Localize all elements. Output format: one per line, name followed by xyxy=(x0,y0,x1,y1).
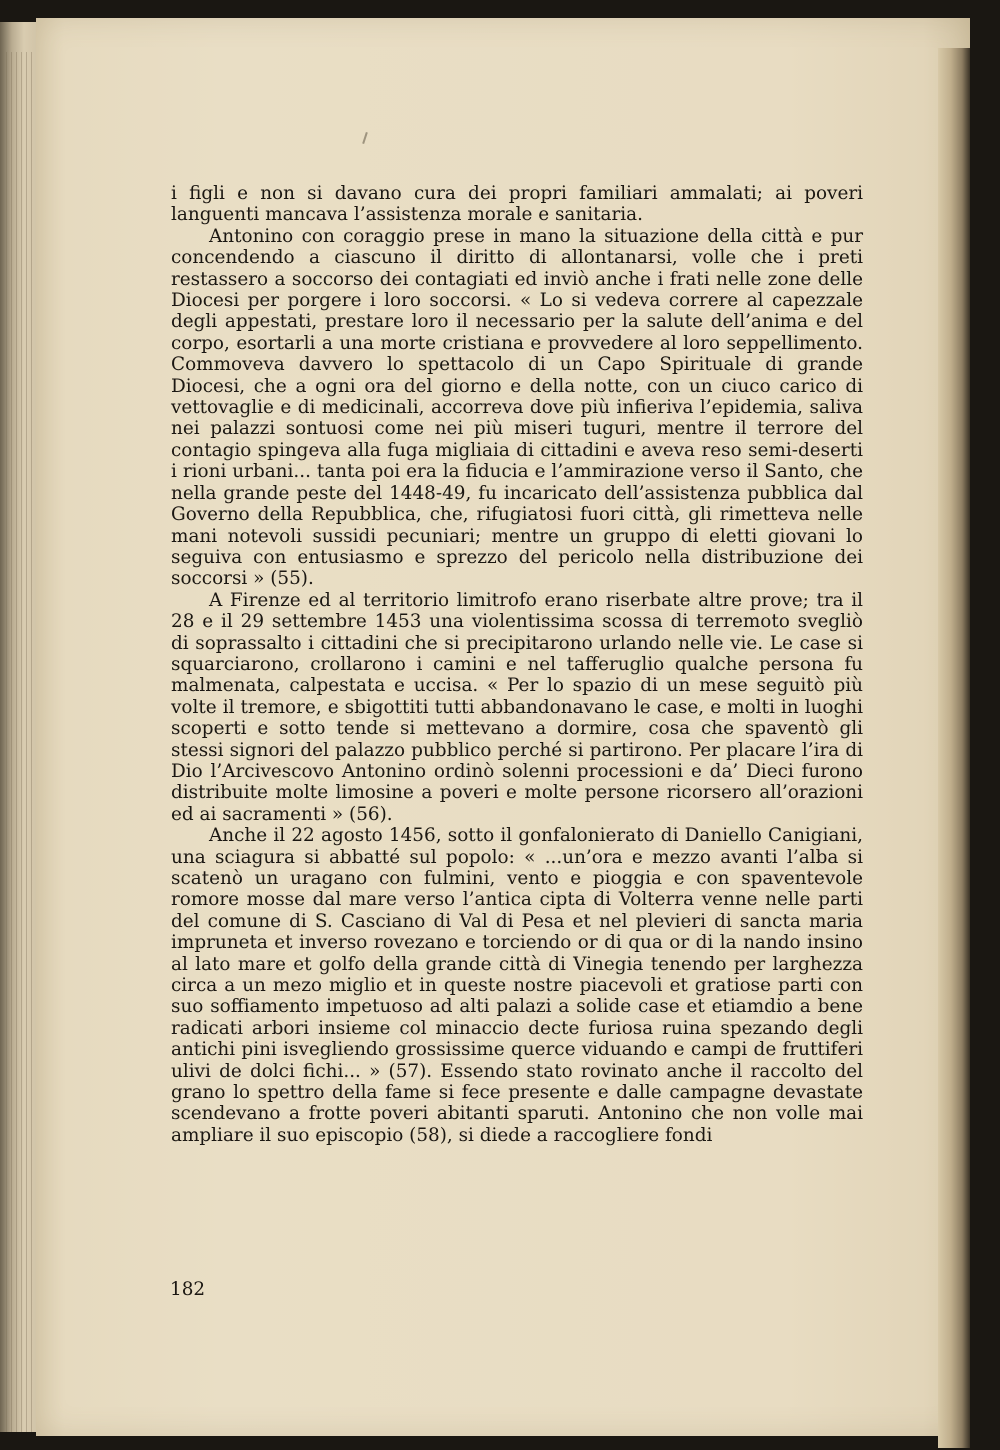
paragraph-3: A Firenze ed al territorio limitrofo erano riserbate altre prove; tra il 28 e il 29 settembre 1453 una violentissima scossa di terremoto svegliò di soprassalto i cittadini che si precipitarono urlando nelle vie. Le case si squarciarono, crollarono i camini e nel tafferuglio qualche persona fu malmenata, calpestata e uccisa. « Per lo spazio di un mese seguitò più volte il tremore, e sbigottiti tutti abbandonavano le case, e molti in luoghi scoperti e sotto tende si mettevano a dormire, cosa che spaventò gli stessi signori del palazzo pubblico perché si partirono. Per placare l’ira di Dio l’Arcivescovo Antonino ordinò solenni processioni e da’ Dieci furono distribuite molte limosine a poveri e molte persone ricorsero all’orazioni ed ai sacramenti » (56). xyxy=(171,589,863,825)
page-stack-lines xyxy=(6,52,36,1432)
paragraph-1: i figli e non si davano cura dei propri familiari ammalati; ai poveri languenti mancava l’assistenza morale e sanitaria. xyxy=(171,183,863,226)
page-right-edge xyxy=(938,48,970,1448)
paragraph-2: Antonino con coraggio prese in mano la situazione della città e pur concendendo a ciascuno il diritto di allontanarsi, volle che i preti restassero a soccorso dei contagiati ed inviò anche i frati nelle zone delle Diocesi per porgere i loro soccorsi. « Lo si vedeva correre al capezzale degli appestati, prestare loro il necessario per la salute dell’anima e del corpo, esortarli a una morte cristiana e provvedere al loro seppellimento. Commoveva davvero lo spettacolo di un Capo Spirituale di grande Diocesi, che a ogni ora del giorno e della notte, con un ciuco carico di vettovaglie e di medicinali, accorreva dove più infieriva l’epidemia, saliva nei palazzi sontuosi come nei più miseri tuguri, mentre il terrore del contagio spingeva alla fuga migliaia di cittadini e aveva reso semi-deserti i rioni urbani... tanta poi era la fiducia e l’ammirazione verso il Santo, che nella grande peste del 1448-49, fu incaricato dell’assistenza pubblica dal Governo della Repubblica, che, rifugiatosi fuori città, gli rimetteva nelle mani notevoli sussidi pecuniari; mentre un gruppo di eletti giovani lo seguiva con entusiasmo e sprezzo del pericolo nella distribuzione dei soccorsi » (55). xyxy=(171,225,863,590)
paragraph-4: Anche il 22 agosto 1456, sotto il gonfalonierato di Daniello Canigiani, una sciagura si abbatté sul popolo: « ...un’ora e mezzo avanti l’alba si scatenò un uragano con fulmini, vento e pioggia e con spaventevole romore mosse dal mare verso l’antica cipta di Volterra venne nelle parti del comune di S. Casciano di Val di Pesa et nel plevieri di sancta maria impruneta et inverso rovezano e torciendo or di qua or di la nando insino al lato mare et golfo della grande città di Vinegia tenendo per larghezza circa a un mezo miglio et in queste nostre piacevoli et gratiose parti con suo soffiamento impetuoso ad alti palazi a solide case et etiamdio a bene radicati arbori insieme col minaccio decte furiosa ruina spezando degli antichi pini isvegliendo grossissime querce viduando e campi de fruttiferi ulivi de dolci fichi... » (57). Essendo stato rovinato anche il raccolto del grano lo spettro della fame si fece presente e dalle campagne devastate scendevano a frotte poveri abitanti sparuti. Antonino che non volle mai ampliare il suo episcopio (58), si diede a raccogliere fondi xyxy=(171,825,863,1146)
body-text xyxy=(171,183,863,1146)
page-number: 182 xyxy=(170,1279,206,1300)
page-stack-edges xyxy=(0,22,40,1432)
